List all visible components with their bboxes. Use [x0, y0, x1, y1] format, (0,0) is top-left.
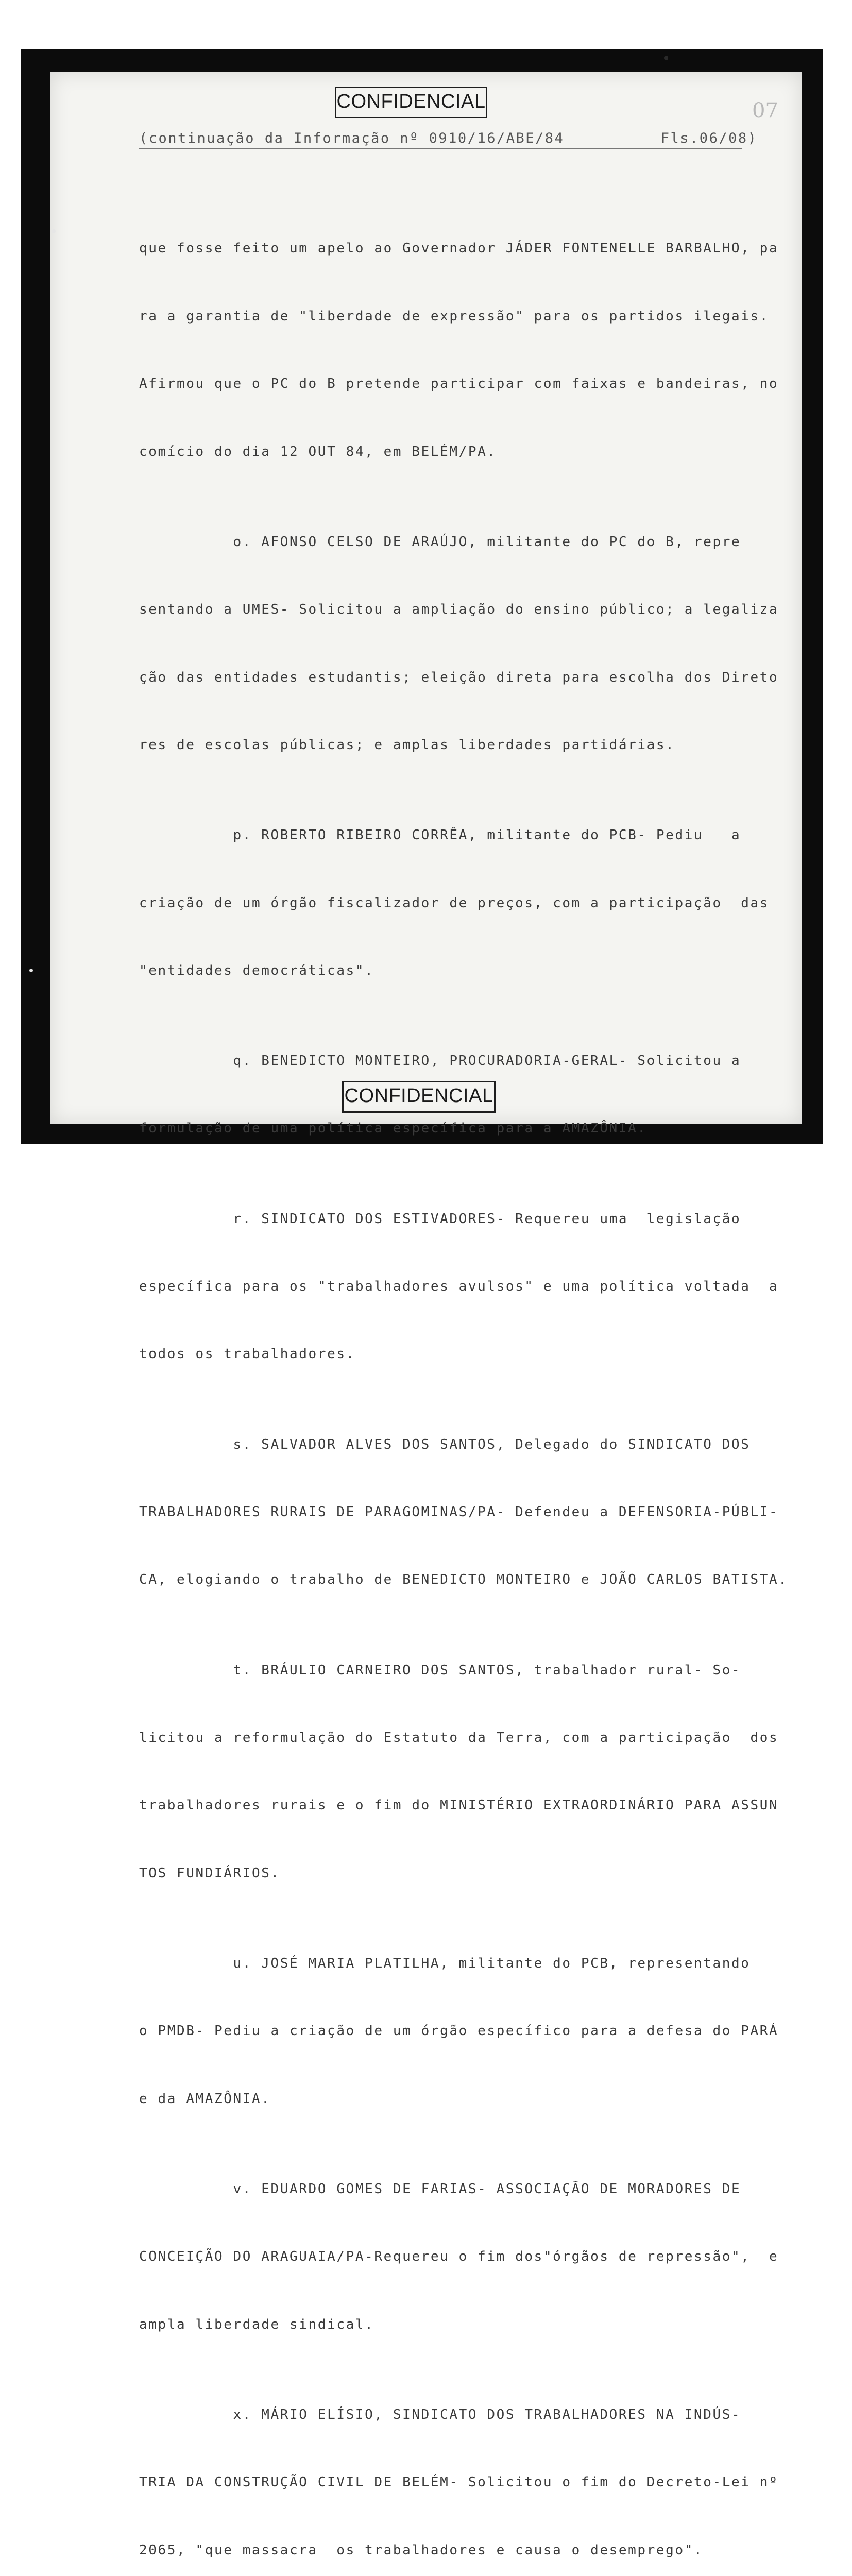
text-line: r. SINDICATO DOS ESTIVADORES- Requereu uma legislação: [139, 1211, 741, 1227]
text-line: específica para os "trabalhadores avulsos" e uma política voltada a: [139, 1279, 779, 1295]
text-line: formulação de uma política específica para a AMAZÔNIA.: [139, 1121, 647, 1137]
text-line: TRABALHADORES RURAIS DE PARAGOMINAS/PA- Defendeu a DEFENSORIA-PÚBLI-: [139, 1504, 779, 1520]
text-line: sentando a UMES- Solicitou a ampliação do ensino público; a legaliza: [139, 602, 779, 618]
text-line: e da AMAZÔNIA.: [139, 2091, 271, 2107]
text-line: ampla liberdade sindical.: [139, 2316, 374, 2332]
text-line: que fosse feito um apelo ao Governador JÁDER FONTENELLE BARBALHO, pa: [139, 241, 779, 257]
text-line: comício do dia 12 OUT 84, em BELÉM/PA.: [139, 444, 497, 460]
text-line: q. BENEDICTO MONTEIRO, PROCURADORIA-GERAL- Solicitou a: [139, 1053, 741, 1069]
page-number-handwritten: 07: [752, 99, 778, 123]
text-line: todos os trabalhadores.: [139, 1346, 355, 1362]
text-line: ra a garantia de "liberdade de expressão" para os partidos ilegais.: [139, 308, 769, 324]
text-line: ção das entidades estudantis; eleição direta para escolha dos Direto: [139, 669, 779, 685]
text-line: trabalhadores rurais e o fim do MINISTÉRIO EXTRAORDINÁRIO PARA ASSUN: [139, 1798, 779, 1814]
header-underline: [139, 148, 742, 149]
text-line: CA, elogiando o trabalho de BENEDICTO MONTEIRO e JOÃO CARLOS BATISTA.: [139, 1572, 788, 1588]
text-line: v. EDUARDO GOMES DE FARIAS- ASSOCIAÇÃO DE MORADORES DE: [139, 2181, 741, 2197]
text-line: Afirmou que o PC do B pretende participar com faixas e bandeiras, no: [139, 376, 779, 392]
text-line: licitou a reformulação do Estatuto da Terra, com a participação dos: [139, 1730, 779, 1745]
confidential-stamp-bottom: CONFIDENCIAL: [342, 1081, 496, 1113]
confidential-stamp-top: CONFIDENCIAL: [335, 87, 487, 118]
text-line: p. ROBERTO RIBEIRO CORRÊA, militante do PCB- Pediu a: [139, 827, 741, 843]
text-line: o. AFONSO CELSO DE ARAÚJO, militante do PC do B, repre: [139, 534, 741, 550]
text-line: res de escolas públicas; e amplas liberdades partidárias.: [139, 737, 675, 753]
text-line: CONCEIÇÃO DO ARAGUAIA/PA-Requereu o fim dos"órgãos de repressão", e: [139, 2249, 779, 2265]
text-line: "entidades democráticas".: [139, 962, 374, 978]
text-line: TOS FUNDIÁRIOS.: [139, 1865, 280, 1881]
text-line: 2065, "que massacra os trabalhadores e causa o desemprego".: [139, 2542, 704, 2558]
continuation-header: (continuação da Informação nº 0910/16/ABE/84 Fls.06/08): [139, 130, 758, 146]
text-line: t. BRÁULIO CARNEIRO DOS SANTOS, trabalhador rural- So-: [139, 1662, 741, 1678]
document-body: [139, 170, 788, 2576]
text-line: o PMDB- Pediu a criação de um órgão específico para a defesa do PARÁ: [139, 2023, 779, 2039]
text-line: s. SALVADOR ALVES DOS SANTOS, Delegado do SINDICATO DOS: [139, 1436, 751, 1452]
text-line: TRIA DA CONSTRUÇÃO CIVIL DE BELÉM- Solicitou o fim do Decreto-Lei nº: [139, 2475, 779, 2490]
text-line: criação de um órgão fiscalizador de preços, com a participação das: [139, 895, 769, 911]
scan-speck: [664, 56, 668, 60]
text-line: x. MÁRIO ELÍSIO, SINDICATO DOS TRABALHADORES NA INDÚS-: [139, 2406, 741, 2422]
text-line: u. JOSÉ MARIA PLATILHA, militante do PCB, representando: [139, 1955, 751, 1971]
scan-speck: [52, 229, 56, 233]
scan-speck: [29, 969, 33, 972]
